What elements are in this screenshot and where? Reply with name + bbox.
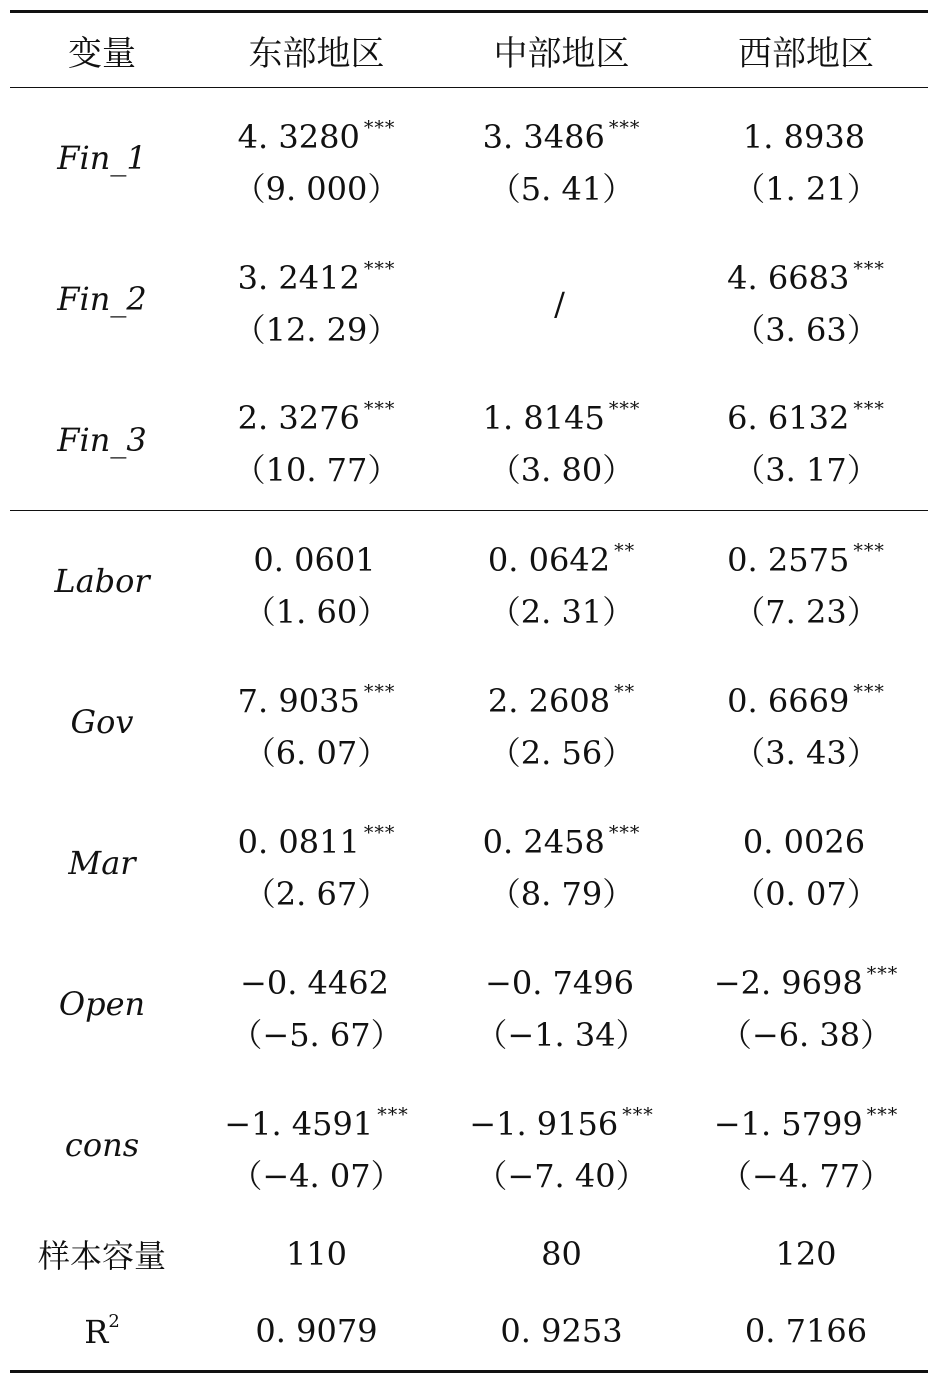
var-name: Mar xyxy=(68,844,136,882)
table-row xyxy=(10,88,928,229)
var-name: Labor xyxy=(54,562,150,601)
var-name: Fin_1 xyxy=(57,139,147,178)
cell: 0. 2458 *** （8. 79） xyxy=(482,821,641,913)
cell: 2. 2608 ** （2. 56） xyxy=(487,680,636,772)
cell: 4. 3280 *** （9. 000） xyxy=(233,116,400,208)
sample-size-east: 110 xyxy=(285,1234,348,1273)
r-squared-west: 0. 7166 xyxy=(684,1292,928,1372)
table-row xyxy=(10,229,928,370)
table-row xyxy=(10,511,928,652)
cell: −2. 9698 *** （−6. 38） xyxy=(713,962,899,1054)
cell: 2. 3276 *** （10. 77） xyxy=(194,370,439,511)
cell: / xyxy=(554,284,565,323)
r-squared-east: 0. 9079 xyxy=(194,1292,439,1372)
r-squared-central: 0. 9253 xyxy=(439,1292,684,1372)
var-name: Fin_2 xyxy=(57,280,147,318)
r-squared-label: $R^2$ xyxy=(10,1292,194,1372)
regression-table xyxy=(10,10,928,1373)
header-east: 东部地区 xyxy=(194,12,439,88)
header-row xyxy=(10,12,928,88)
cell: −0. 4462 （−5. 67） xyxy=(230,963,403,1054)
table-row xyxy=(10,370,928,511)
cell: 0. 6669 *** （3. 43） xyxy=(727,680,885,772)
header-variable: 变量 xyxy=(10,12,194,88)
table-row xyxy=(10,934,928,1075)
var-name: Open xyxy=(58,985,146,1023)
var-name: Fin_3 xyxy=(10,370,194,511)
cell: 1. 8938 （1. 21） xyxy=(733,117,879,208)
var-name: cons xyxy=(64,1126,140,1164)
table-row xyxy=(10,652,928,793)
r-squared-row xyxy=(10,1292,928,1372)
cell: 0. 0601 （1. 60） xyxy=(243,540,390,631)
cell: 1. 8145 *** （3. 80） xyxy=(439,370,684,511)
cell: −1. 9156 *** （−7. 40） xyxy=(469,1103,654,1195)
cell: 0. 2575 *** （7. 23） xyxy=(727,539,885,631)
table-row xyxy=(10,793,928,934)
var-name: Gov xyxy=(70,703,134,741)
sample-size-central: 80 xyxy=(541,1234,582,1273)
cell: 4. 6683 *** （3. 63） xyxy=(727,257,885,349)
cell: −0. 7496 （−1. 34） xyxy=(475,963,648,1054)
cell: −1. 5799 *** （−4. 77） xyxy=(713,1103,899,1195)
cell: 3. 3486 *** （5. 41） xyxy=(482,116,641,208)
cell: −1. 4591 *** （−4. 07） xyxy=(224,1103,409,1195)
header-central: 中部地区 xyxy=(439,12,684,88)
sample-size-label: 样本容量 xyxy=(37,1236,166,1275)
sample-size-west: 120 xyxy=(775,1234,837,1273)
header-west: 西部地区 xyxy=(684,12,928,88)
cell: 0. 0811 *** （2. 67） xyxy=(237,821,396,913)
cell: 0. 0026 （0. 07） xyxy=(733,822,879,913)
cell: 7. 9035 *** （6. 07） xyxy=(237,680,396,772)
cell: 6. 6132 *** （3. 17） xyxy=(684,370,928,511)
cell: 3. 2412 *** （12. 29） xyxy=(233,257,400,349)
sample-size-row xyxy=(10,1216,928,1292)
cell: 0. 0642 ** （2. 31） xyxy=(487,539,636,631)
table-row xyxy=(10,1075,928,1216)
